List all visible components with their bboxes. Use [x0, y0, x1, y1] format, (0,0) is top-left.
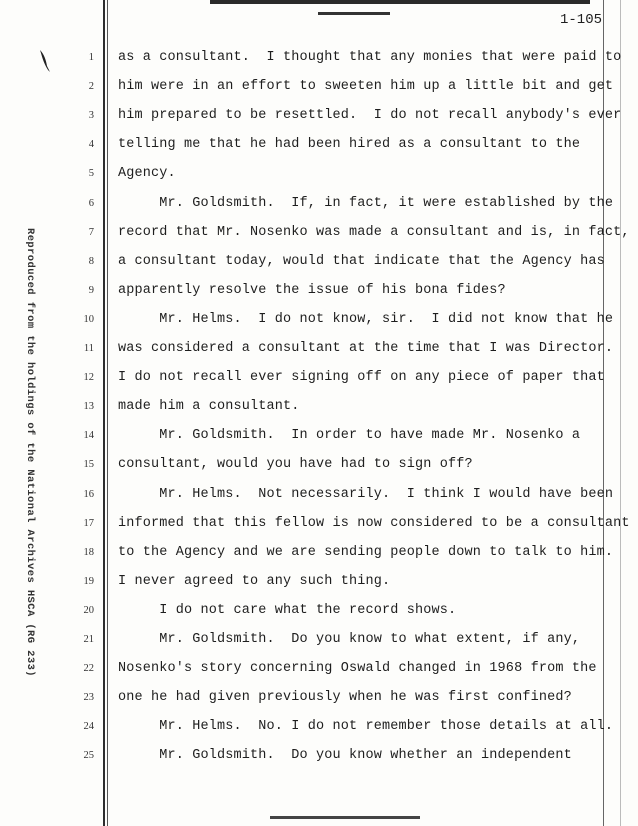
line-number: 15 [83, 459, 94, 471]
line-number: 12 [83, 372, 94, 384]
transcript-line: as a consultant. I thought that any monies that were paid to [118, 50, 622, 65]
right-margin-rule [603, 0, 604, 826]
line-number: 3 [88, 110, 94, 122]
line-number: 2 [88, 81, 94, 93]
line-number: 10 [83, 313, 94, 325]
line-number: 22 [83, 663, 94, 675]
transcript-line: telling me that he had been hired as a consultant to the [118, 137, 581, 153]
line-number: 21 [83, 634, 94, 645]
line-number: 20 [83, 604, 94, 616]
transcript-line: him were in an effort to sweeten him up a little bit and get [118, 79, 614, 95]
line-number: 9 [88, 284, 94, 296]
pen-mark-icon [38, 48, 52, 74]
transcript-line: record that Mr. Nosenko was made a consultant and is, in fact, [118, 224, 630, 240]
transcript-line: was considered a consultant at the time that I was Director. [118, 341, 614, 356]
line-number: 23 [83, 692, 94, 704]
bottom-dash [270, 816, 420, 819]
transcript-line: one he had given previously when he was first confined? [118, 690, 572, 706]
line-number: 5 [88, 168, 94, 180]
transcript-line: I never agreed to any such thing. [118, 573, 391, 589]
line-number: 13 [83, 401, 94, 413]
top-rule [210, 0, 590, 4]
line-number: 16 [83, 488, 94, 500]
line-number: 1 [88, 52, 94, 63]
page-number: 1-105 [560, 12, 603, 28]
transcript-line: I do not recall ever signing off on any piece of paper that [118, 370, 605, 386]
transcript-line: Mr. Goldsmith. Do you know to what extent, if any, [118, 632, 581, 647]
transcript-line: Mr. Helms. Not necessarily. I think I would have been [118, 486, 614, 502]
transcript-line: a consultant today, would that indicate that the Agency has [118, 253, 605, 269]
transcript-line: Mr. Helms. No. I do not remember those details at all. [118, 719, 614, 735]
transcript-line: Nosenko's story concerning Oswald changed in 1968 from the [118, 661, 597, 677]
line-number: 25 [83, 750, 94, 762]
line-number: 4 [88, 139, 94, 151]
line-number: 17 [83, 517, 94, 529]
line-number: 11 [83, 343, 94, 354]
top-dash [318, 12, 390, 15]
transcript-line: Mr. Helms. I do not know, sir. I did not know that he [118, 311, 614, 327]
line-number: 18 [83, 546, 94, 558]
transcript-line: him prepared to be resettled. I do not recall anybody's ever [118, 108, 622, 124]
line-number: 7 [88, 226, 94, 238]
transcript-line: Mr. Goldsmith. Do you know whether an independent [118, 748, 572, 764]
transcript-line: apparently resolve the issue of his bona fides? [118, 282, 506, 298]
left-margin-rule-inner [107, 0, 108, 826]
line-number: 14 [83, 430, 94, 442]
transcript-line: Agency. [118, 166, 176, 182]
transcript-line: informed that this fellow is now considered to be a consultant [118, 515, 630, 531]
transcript-line: I do not care what the record shows. [118, 602, 457, 618]
transcript-line: made him a consultant. [118, 399, 300, 415]
line-number: 19 [83, 575, 94, 587]
line-number: 6 [88, 197, 94, 209]
left-margin-rule [103, 0, 105, 826]
transcript-line: Mr. Goldsmith. In order to have made Mr. Nosenko a [118, 428, 581, 444]
right-page-edge [620, 0, 621, 826]
transcript-line: to the Agency and we are sending people down to talk to him. [118, 544, 614, 560]
transcript-line: consultant, would you have had to sign off? [118, 457, 473, 473]
archive-side-note: Reproduced from the holdings of the National Archives HSCA (RG 233) [24, 228, 36, 677]
line-number: 8 [88, 255, 94, 267]
line-number: 24 [83, 721, 94, 733]
transcript-line: Mr. Goldsmith. If, in fact, it were established by the [118, 195, 614, 211]
